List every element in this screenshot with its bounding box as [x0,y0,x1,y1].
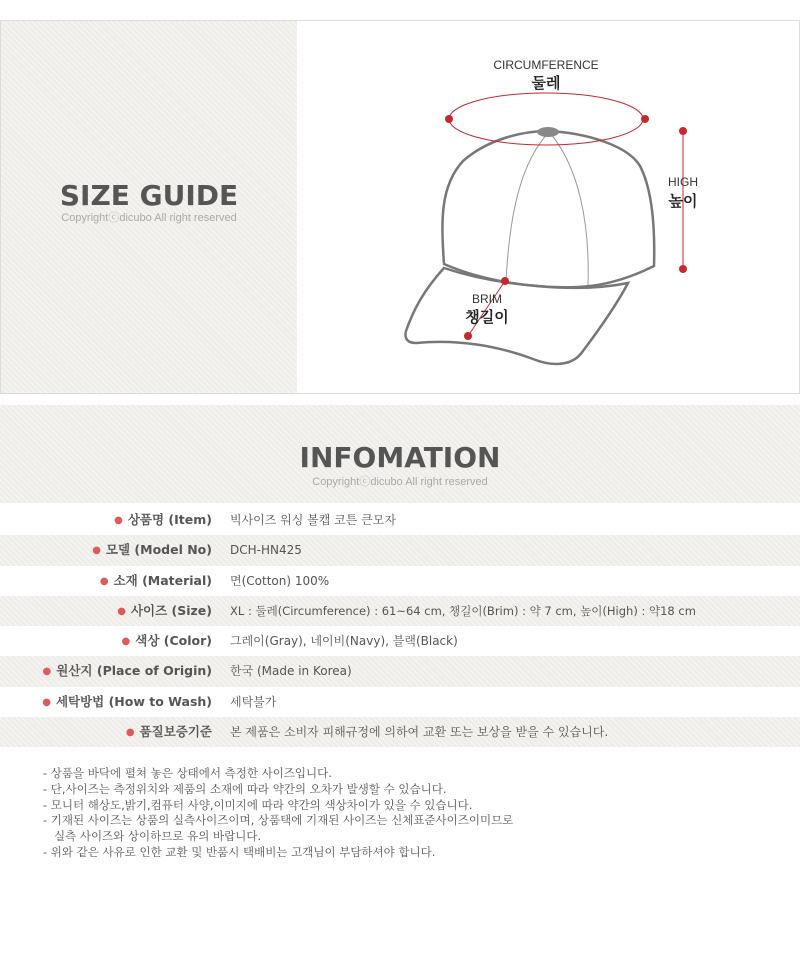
bullet-icon: ● [125,726,135,738]
bullet-icon: ● [121,636,131,647]
note-item: - 단,사이즈는 측정위치와 제품의 소재에 따라 약간의 오차가 발생할 수 있습니다. [43,781,447,796]
row-value: 그레이(Gray), 네이비(Navy), 블랙(Black) [230,634,458,648]
information-copyright: Copyrightⓒdicubo All right reserved [312,476,488,488]
row-label-text: 품질보증기준 [139,723,212,739]
brim-top-point [501,277,509,285]
row-value: 면(Cotton) 100% [230,573,330,588]
row-value: 본 제품은 소비자 피해규정에 의하여 교환 또는 보상을 받을 수 있습니다. [230,724,609,739]
cap-seam-left [506,133,548,281]
information-title: INFOMATION [299,441,501,474]
row-label-text: 세탁방법 (How to Wash) [55,693,212,709]
bullet-icon: ● [117,605,126,617]
table-row-origin [0,656,800,686]
height-bottom-point [679,265,687,273]
cap-button [537,127,559,137]
information-banner [0,405,800,503]
row-label-text: 사이즈 (Size) [130,602,212,618]
table-row-size [0,596,800,626]
notes-list [43,766,783,861]
height-top-point [679,127,687,135]
bullet-icon: ● [42,666,52,678]
row-label-text: 색상 (Color) [135,633,212,648]
size-guide-copyright: Copyrightⓒdicubo All right reserved [61,212,237,224]
row-label [114,505,212,535]
cap-seam-right [550,133,588,285]
bullet-icon: ● [99,575,109,587]
cap-crown-outline [442,131,654,287]
bullet-icon: ● [114,515,123,526]
row-value: DCH-HN425 [230,543,302,558]
row-value: 빅사이즈 워싱 볼캡 코튼 큰모자 [230,513,396,527]
row-label [92,535,212,565]
cap-diagram-panel [298,21,799,393]
row-label-text: 소재 (Material) [113,572,212,588]
circumference-left-point [445,115,453,123]
row-label [117,596,212,626]
row-label [42,687,212,717]
row-value: 세탁불가 [230,694,277,709]
note-item: - 모니터 해상도,밝기,컴퓨터 사양,이미지에 따라 약간의 색상차이가 있을 수 있습니다. [43,797,473,812]
row-value: XL : 둘레(Circumference) : 61~64 cm, 챙길이(Brim) : 약 7 cm, 높이(High) : 약18 cm [230,603,696,618]
bullet-icon: ● [42,696,51,708]
high-label-en: HIGH [668,175,698,189]
row-label [126,717,212,747]
table-row-color [0,626,800,656]
note-item: - 상품을 바닥에 펼쳐 놓은 상태에서 측정한 사이즈입니다. [43,766,332,780]
row-label [122,626,212,656]
row-label [43,656,212,686]
table-row-model [0,535,800,565]
row-label-text: 모델 (Model No) [105,542,212,558]
note-item: 실측 사이즈와 상이하므로 유의 바랍니다. [43,829,262,844]
table-row-material [0,566,800,596]
size-guide-title: SIZE GUIDE [59,179,239,212]
table-row-warranty [0,717,800,747]
circumference-label-ko: 둘레 [531,74,561,92]
brim-label-ko: 챙길이 [465,308,509,326]
high-label-ko: 높이 [668,192,698,210]
circumference-label-en: CIRCUMFERENCE [493,58,599,72]
circumference-ellipse [449,93,643,145]
row-value: 한국 (Made in Korea) [230,664,352,679]
row-label-text: 원산지 (Place of Origin) [56,663,212,679]
circumference-right-point [641,115,649,123]
size-guide-section [0,20,800,394]
note-item: - 위와 같은 사유로 인한 교환 및 반품시 택배비는 고객님이 부담하셔야 합니다. [43,844,436,859]
row-label-text: 상품명 (Item) [127,512,212,527]
table-row-wash [0,687,800,717]
size-guide-title-panel [1,21,297,393]
brim-label-en: BRIM [472,292,502,306]
note-item: - 기재된 사이즈는 상품의 실측사이즈이며, 상품택에 기재된 사이즈는 신체표준사이즈이미므로 [43,813,514,828]
information-table [0,505,800,747]
row-label [100,566,212,596]
bullet-icon: ● [92,545,101,557]
brim-bottom-point [464,332,472,340]
table-row-item [0,505,800,535]
